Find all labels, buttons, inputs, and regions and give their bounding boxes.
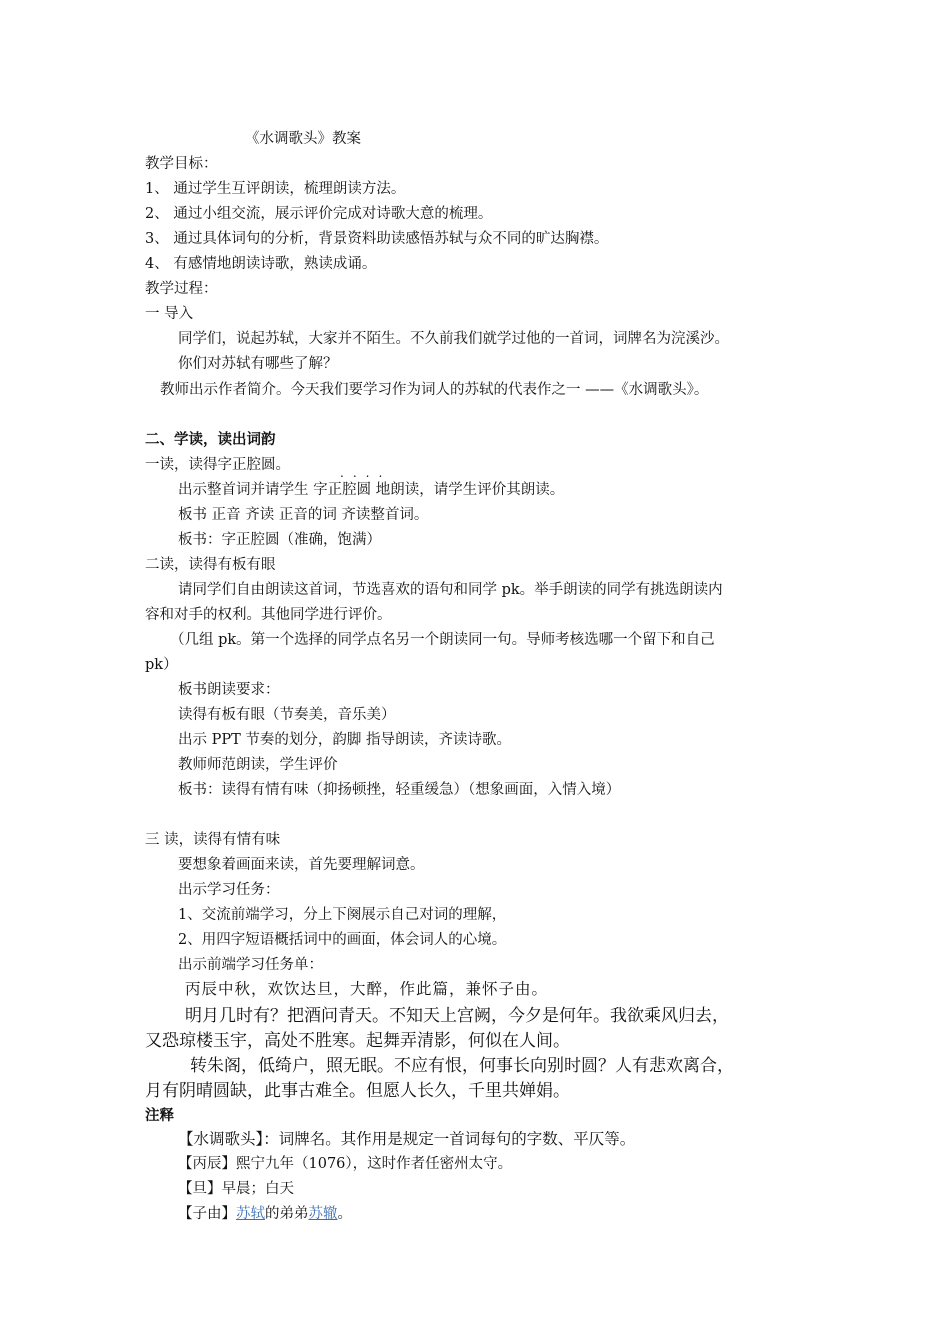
paragraph-line: 教师师范朗读，学生评价	[178, 757, 338, 773]
poem-preface: 丙辰中秋，欢饮达旦，大醉，作此篇，兼怀子由。	[185, 980, 549, 998]
goal-item: 1、 通过学生互评朗读，梳理朗读方法。	[145, 181, 406, 197]
note-item: 【旦】早晨；白天	[178, 1181, 294, 1197]
note-item: 【水调歌头】：词牌名。其作用是规定一首词每句的字数、平仄等。	[178, 1130, 636, 1148]
paragraph-line: 1、交流前端学习，分上下阕展示自己对词的理解，	[178, 907, 507, 923]
poem-line: 月有阴晴圆缺，此事古难全。但愿人长久，千里共婵娟。	[145, 1081, 570, 1101]
goals-heading: 教学目标：	[145, 156, 218, 172]
note-item: 【丙辰】熙宁九年（1076），这时作者任密州太守。	[178, 1156, 513, 1172]
paragraph-line: 教师出示作者简介。今天我们要学习作为词人的苏轼的代表作之一 ——《水调歌头》。	[160, 382, 709, 398]
paragraph-line: 同学们，说起苏轼，大家并不陌生。不久前我们就学过他的一首词，词牌名为浣溪沙。	[178, 331, 729, 347]
document-title: 《水调歌头》教案	[245, 131, 361, 147]
process-heading: 教学过程：	[145, 281, 218, 297]
section3-heading: 三 读，读得有情有味	[145, 832, 281, 848]
paragraph-line: 出示前端学习任务单：	[178, 957, 323, 973]
paragraph-line: 要想象着画面来读，首先要理解词意。	[178, 857, 425, 873]
emphasis-dots: ....	[340, 466, 392, 480]
section2-heading: 二、学读，读出词韵	[145, 431, 276, 448]
paragraph-line: 出示 PPT 节奏的划分，韵脚 指导朗读，齐读诗歌。	[178, 732, 512, 748]
note-text: 的弟弟	[265, 1206, 309, 1222]
paragraph-line: 二读，读得有板有眼	[145, 557, 276, 573]
poem-line: 又恐琼楼玉宇，高处不胜寒。起舞弄清影，何似在人间。	[145, 1031, 570, 1051]
paragraph-line: 出示整首词并请学生 字正腔圆 地朗读，请学生评价其朗读。	[178, 482, 565, 498]
note-item	[178, 1204, 352, 1224]
goal-item: 4、 有感情地朗读诗歌，熟读成诵。	[145, 256, 377, 272]
goal-item: 2、 通过小组交流，展示评价完成对诗歌大意的梳理。	[145, 206, 493, 222]
paragraph-line: 板书：字正腔圆（准确，饱满）	[178, 532, 381, 548]
paragraph-line: 板书：读得有情有味（抑扬顿挫，轻重缓急）（想象画面，入情入境）	[178, 782, 621, 798]
poem-line: 明月几时有？把酒问青天。不知天上宫阙，今夕是何年。我欲乘风归去，	[185, 1006, 729, 1026]
note-text: 。	[337, 1206, 352, 1222]
notes-heading: 注释	[145, 1107, 174, 1124]
paragraph-line: 出示学习任务：	[178, 882, 280, 898]
paragraph-line: 你们对苏轼有哪些了解？	[178, 356, 338, 372]
paragraph-line: （几组 pk。第一个选择的同学点名另一个朗读同一句。导师考核选哪一个留下和自己	[170, 632, 715, 648]
paragraph-line: 请同学们自由朗读这首词，节选喜欢的语句和同学 pk。举手朗读的同学有挑选朗读内	[178, 582, 723, 598]
su-shi-link[interactable]: 苏轼	[236, 1206, 265, 1222]
section1-heading: 一 导入	[145, 306, 194, 322]
poem-line: 转朱阁，低绮户，照无眠。不应有恨，何事长向别时圆？人有悲欢离合，	[190, 1056, 734, 1076]
note-term: 【子由】	[178, 1206, 236, 1222]
paragraph-line: pk）	[145, 657, 178, 673]
paragraph-line: 一读，读得字正腔圆。	[145, 457, 290, 473]
paragraph-line: 板书朗读要求：	[178, 682, 280, 698]
su-zhe-link[interactable]: 苏辙	[308, 1206, 338, 1222]
paragraph-line: 2、用四字短语概括词中的画面，体会词人的心境。	[178, 932, 507, 948]
paragraph-line: 容和对手的权利。其他同学进行评价。	[145, 607, 392, 623]
goal-item: 3、 通过具体词句的分析，背景资料助读感悟苏轼与众不同的旷达胸襟。	[145, 231, 609, 247]
paragraph-line: 板书 正音 齐读 正音的词 齐读整首词。	[178, 507, 429, 523]
paragraph-line: 读得有板有眼（节奏美，音乐美）	[178, 707, 396, 723]
